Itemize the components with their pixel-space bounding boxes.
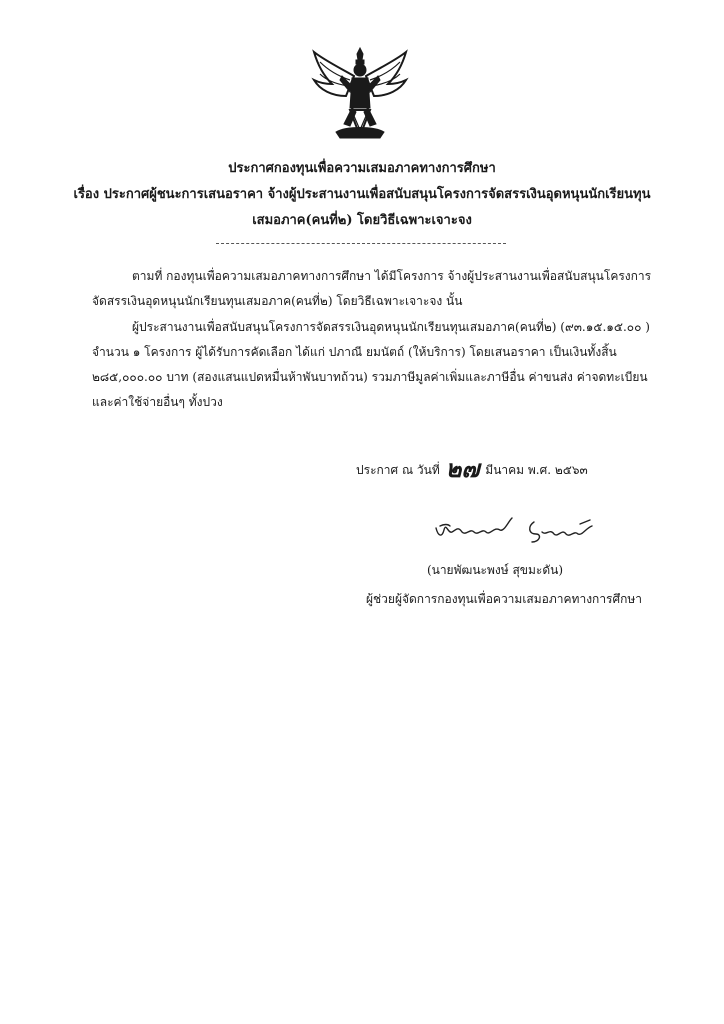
garuda-emblem-icon: [310, 46, 410, 146]
document-title: ประกาศกองทุนเพื่อความเสมอภาคทางการศึกษา: [228, 161, 496, 176]
announcement-date: [356, 449, 588, 488]
announcement-prefix: ประกาศ ณ วันที่: [356, 463, 440, 477]
body-paragraph-2: ผู้ประสานงานเพื่อสนับสนุนโครงการจัดสรรเงินอุดหนุนนักเรียนทุนเสมอภาค(คนที่๒) (๙๓.๑๕.๑๕.๐๐ ) จำนวน ๑ โครงการ ผู้ได้รับการคัดเลือก ได้แก่ ปภาณี ยมนัตถ์ (ให้บริการ) โดยเสนอราคา เป็นเงินทั้งสิ้น ๒๘๕,๐๐๐.๐๐ บาท (สองแสนแปดหมื่นห้าพันบาทถ้วน) รวมภาษีมูลค่าเพิ่มและภาษีอื่น ค่าขนส่ง ค่าจดทะเบียน และค่าใช้จ่ายอื่นๆ ทั้งปวง: [92, 320, 650, 409]
announcement-month-year: มีนาคม พ.ศ. ๒๕๖๓: [485, 463, 588, 477]
document-subject-continued: เสมอภาค(คนที่๒) โดยวิธีเฉพาะเจาะจง: [252, 213, 472, 228]
handwritten-signature: [430, 508, 600, 548]
announcement-day: ๒๗: [445, 454, 480, 483]
body-paragraph-1: ตามที่ กองทุนเพื่อความเสมอภาคทางการศึกษา ได้มีโครงการ จ้างผู้ประสานงานเพื่อสนับสนุนโครงการจัดสรรเงินอุดหนุนนักเรียนทุนเสมอภาค(คนที่๒) โดยวิธีเฉพาะเจาะจง นั้น: [92, 269, 652, 308]
dashed-divider: [216, 243, 506, 244]
document-subject: เรื่อง ประกาศผู้ชนะการเสนอราคา จ้างผู้ประสานงานเพื่อสนับสนุนโครงการจัดสรรเงินอุดหนุนนักเรียนทุน: [73, 187, 651, 202]
signer-name: (นายพัฒนะพงษ์ สุขมะดัน): [426, 563, 564, 577]
signer-title: ผู้ช่วยผู้จัดการกองทุนเพื่อความเสมอภาคทางการศึกษา: [366, 592, 643, 606]
